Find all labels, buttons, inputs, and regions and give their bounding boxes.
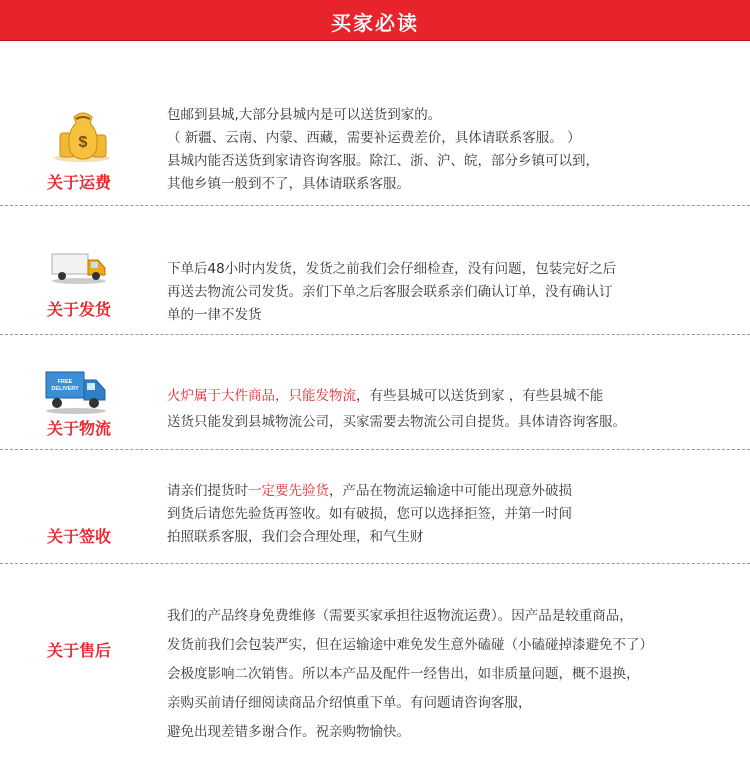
text-line: 我们的产品终身免费维修（需要买家承担往返物流运费）。因产品是较重商品，: [167, 608, 633, 624]
header-banner: [0, 0, 750, 41]
highlight-text: 火炉属于大件商品，只能发物流: [167, 388, 356, 404]
text-line: 其他乡镇一般到不了，具体请联系客服。: [167, 176, 410, 192]
text-line: （ 新疆、云南、内蒙、西藏，需要补运费差价，具体请联系客服。 ）: [167, 130, 581, 146]
sign-for-label: 关于签收: [46, 527, 111, 546]
page-title: 买家必读: [331, 11, 419, 35]
text-line: 会极度影响二次销售。所以本产品及配件一经售出，如非质量问题，概不退换，: [167, 666, 640, 682]
shipping-fee-label: 关于运费: [46, 173, 111, 192]
text-line: 再送去物流公司发货。亲们下单之后客服会联系亲们确认订单，没有确认订: [167, 284, 613, 300]
after-sales-label: 关于售后: [46, 641, 111, 660]
text-line: 送货只能发到县城物流公司，买家需要去物流公司自提货。具体请咨询客服。: [167, 414, 626, 430]
text-line: 县城内能否送货到家请咨询客服。除江、浙、沪、皖，部分乡镇可以到，: [167, 153, 599, 169]
text-line: 避免出现差错多谢合作。祝亲购物愉快。: [167, 724, 410, 740]
text-line: 到货后请您先验货再签收。如有破损，您可以选择拒签，并第一时间: [167, 506, 572, 522]
text-line: 发货前我们会包装严实，但在运输途中难免发生意外磕碰（小磕碰掉漆避免不了）: [167, 637, 653, 653]
after-sales-text: [167, 602, 653, 747]
dispatch-label: 关于发货: [46, 300, 111, 319]
section-divider: [0, 334, 750, 335]
delivery-truck-icon: [50, 250, 108, 288]
text-line: 下单后48小时内发货，发货之前我们会仔细检查，没有问题，包装完好之后: [167, 261, 617, 277]
logistics-label: 关于物流: [46, 419, 111, 438]
free-delivery-truck-icon: [44, 368, 108, 418]
section-divider: [0, 563, 750, 564]
text-line: 包邮到县城,大部分县城内是可以送货到家的。: [167, 107, 442, 123]
logistics-text: [167, 385, 626, 434]
text-line: 单的一律不发货: [167, 307, 262, 323]
dispatch-text: [167, 258, 616, 327]
section-divider: [0, 449, 750, 450]
money-bag-icon: [52, 105, 114, 167]
text-line: 火炉属于大件商品，只能发物流，有些县城可以送货到家 ，有些县城不能: [167, 388, 604, 404]
section-divider: [0, 205, 750, 206]
truck-delivery-text: DELIVERY: [51, 386, 79, 392]
text-line: 拍照联系客服，我们会合理处理，和气生财: [167, 529, 424, 545]
truck-free-text: FREE: [57, 379, 73, 385]
shipping-fee-text: [167, 104, 599, 196]
text-line: 亲购买前请仔细阅读商品介绍慎重下单。有问题请咨询客服，: [167, 695, 532, 711]
sign-for-text: [167, 480, 572, 549]
highlight-text: 一定要先验货: [248, 483, 329, 499]
text-line: 请亲们提货时一定要先验货，产品在物流运输途中可能出现意外破损: [167, 483, 572, 499]
svg-text:$: $: [78, 134, 88, 151]
